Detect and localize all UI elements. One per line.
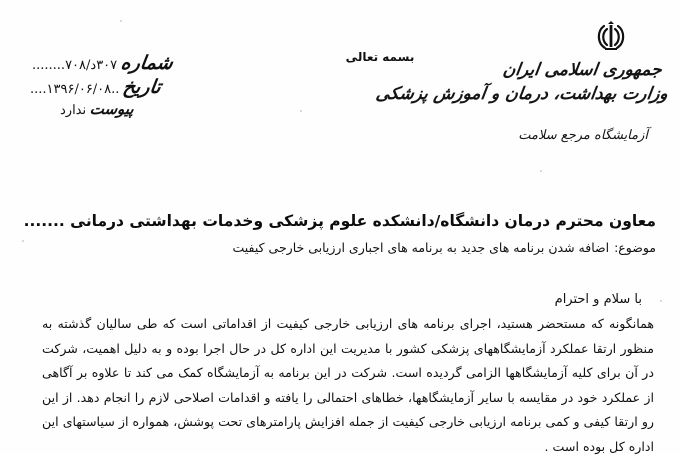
iran-emblem-icon [596, 20, 626, 52]
subject-text: اضافه شدن برنامه های جدید به برنامه های اجباری ارزیابی خارجی کیفیت [232, 240, 609, 255]
letter-attachment [60, 100, 134, 118]
body-line: در آن برای کلیه آزمایشگاهها الزامی گردیده است. شرکت در این برنامه به آزمایشگاه کمک می کند تا علاوه بر آگاهی [42, 361, 654, 386]
basmala-heading: بسمه تعالی [330, 50, 430, 64]
scan-speck [120, 20, 122, 22]
letter-number [32, 52, 173, 74]
date-label: تاریخ [122, 76, 163, 98]
subject-label: موضوع: [614, 240, 656, 255]
number-value: ۳۰۷د/۷۰۸........ [32, 58, 117, 73]
scan-speck [660, 300, 662, 302]
scan-speck [540, 170, 542, 172]
scan-speck [300, 110, 302, 112]
body-line: از عملکرد خود در مقایسه با سایر آزمایشگاهها، خطاهای احتمالی را یافته و اقدامات اصلاحی لازم را انجام دهد. از این [42, 386, 654, 411]
body-line: همانگونه که مستحضر هستید، اجرای برنامه های ارزیابی خارجی کیفیت از اقداماتی است که طی سالیان گذشته به [42, 312, 654, 337]
attachment-value: ندارد [60, 103, 86, 118]
letterhead-ministry: وزارت بهداشت، درمان و آموزش پزشکی [375, 84, 670, 104]
body-line: رو ارتقا کیفی و کمی برنامه ارزیابی خارجی کیفیت از جمله افزایش پارامترهای تحت پوشش، همواره از سیاستهای این [42, 410, 654, 435]
attachment-label: پیوست [89, 100, 135, 118]
body-line: اداره کل بوده است . [42, 435, 654, 459]
greeting: با سلام و احترام [555, 292, 642, 307]
recipient-line: معاون محترم درمان دانشگاه/دانشکده علوم پزشکی وخدمات بهداشتی درمانی ....... [24, 212, 656, 230]
subject-line [232, 240, 656, 255]
body-line: منظور ارتقا عملکرد آزمایشگاههای پزشکی کشور با مدیریت این اداره کل در حال اجرا بوده و به دلیل اهمیت، شرکت [42, 337, 654, 362]
number-label: شماره [120, 52, 175, 74]
letterhead-lab: آزمایشگاه مرجع سلامت [518, 128, 648, 143]
letter-body [42, 312, 654, 459]
scan-speck [22, 240, 24, 242]
letterhead-republic: جمهوری اسلامی ایران [502, 60, 664, 80]
date-value: ..۱۳۹۶/۰۶/۰۸.... [30, 82, 119, 97]
letter-date [30, 76, 161, 98]
